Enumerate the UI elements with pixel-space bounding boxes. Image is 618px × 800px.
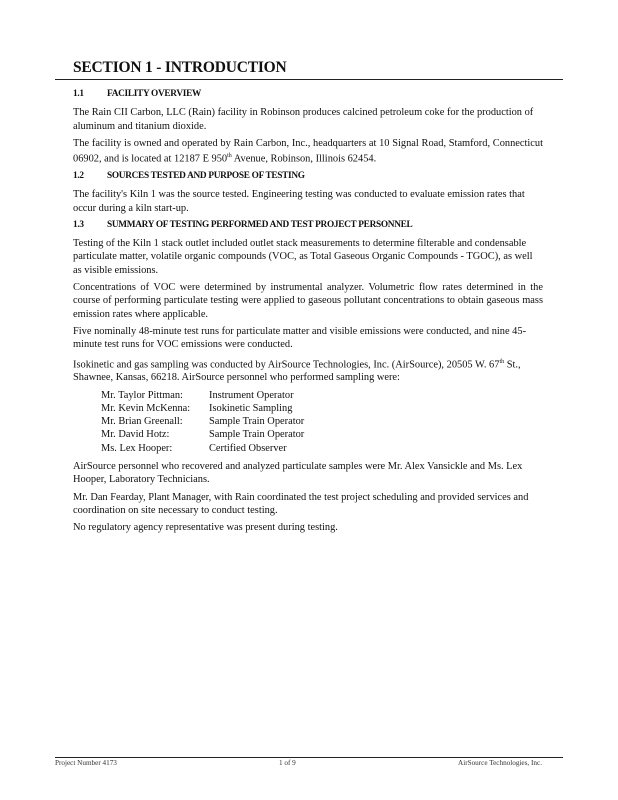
subsection-number: 1.2 (73, 170, 84, 181)
paragraph-facility-ownership (73, 137, 543, 166)
document-body (73, 86, 543, 539)
personnel-role: Isokinetic Sampling (209, 402, 293, 414)
personnel-row (101, 442, 543, 455)
personnel-row (101, 415, 543, 428)
paragraph-sampling-contractor (73, 356, 543, 385)
paragraph-testing-scope: Testing of the Kiln 1 stack outlet included outlet stack measurements to determine filterable and condensable particulate matter, volatile organic compounds (VOC, as Total Gaseous Organic Compounds - TGOC), as well as visible emissions. (73, 238, 533, 276)
text-segment: St., Shawnee, Kansas, 66218. AirSource personnel who performed sampling were: (73, 358, 521, 384)
personnel-name: Ms. Lex Hooper: (101, 442, 173, 454)
personnel-role: Instrument Operator (209, 389, 294, 401)
paragraph-facility-overview: The Rain CII Carbon, LLC (Rain) facility in Robinson produces calcined petroleum coke for the production of aluminum and titanium dioxide. (73, 107, 534, 132)
subsection-title: SOURCES TESTED AND PURPOSE OF TESTING (107, 170, 305, 181)
personnel-list (101, 389, 543, 455)
subsection-title: SUMMARY OF TESTING PERFORMED AND TEST PROJECT PERSONNEL (107, 219, 413, 230)
subsection-title: FACILITY OVERVIEW (107, 89, 202, 99)
text-segment: Avenue, Robinson, Illinois 62454. (231, 153, 377, 165)
footer-project-number: Project Number 4173 (55, 759, 117, 767)
personnel-row (101, 402, 543, 415)
personnel-name: Mr. Brian Greenall: (101, 416, 183, 428)
subsection-heading-1-3 (73, 219, 543, 232)
footer-company-name: AirSource Technologies, Inc. (458, 759, 542, 767)
footer-page-number: 1 of 9 (279, 759, 296, 767)
personnel-row (101, 428, 543, 441)
personnel-row (101, 389, 543, 402)
paragraph-lab-technicians: AirSource personnel who recovered and analyzed particulate samples were Mr. Alex Vansickle and Ms. Lex Hooper, Laboratory Technicians. (73, 461, 523, 486)
subsection-number: 1.3 (73, 219, 84, 230)
superscript: th (499, 358, 505, 365)
paragraph-sources-tested: The facility's Kiln 1 was the source tested. Engineering testing was conducted to evaluate emission rates that occur during a kiln start-up. (73, 189, 525, 214)
superscript: th (227, 153, 232, 160)
paragraph-regulatory-agency: No regulatory agency representative was present during testing. (73, 522, 338, 534)
text-segment: Isokinetic and gas sampling was conducted by AirSource Technologies, Inc. (AirSource), 20505 W. 67 (73, 358, 500, 370)
paragraph-test-runs: Five nominally 48-minute test runs for particulate matter and visible emissions were conducted, and nine 45-minute test runs for VOC emissions were conducted. (73, 325, 527, 351)
section-title: SECTION 1 - INTRODUCTION (73, 59, 287, 76)
personnel-name: Mr. Taylor Pittman: (101, 389, 183, 401)
paragraph-plant-coordination: Mr. Dan Fearday, Plant Manager, with Rain coordinated the test project scheduling and provided services and coordination on site necessary to conduct testing. (73, 491, 529, 516)
title-rule (55, 79, 563, 80)
footer-rule (55, 757, 563, 758)
personnel-name: Mr. Kevin McKenna: (101, 402, 191, 414)
subsection-heading-1-2 (73, 170, 543, 183)
personnel-name: Mr. David Hotz: (101, 429, 170, 441)
paragraph-voc-concentrations: Concentrations of VOC were determined by instrumental analyzer. Volumetric flow rates determined in the course of performing particulate testing were applied to gaseous pollutant concentrations to obtain gaseous mass emission rates where applicable. (73, 282, 543, 320)
subsection-heading-1-1 (73, 88, 543, 101)
subsection-number: 1.1 (73, 89, 84, 99)
personnel-role: Sample Train Operator (209, 429, 305, 441)
personnel-role: Certified Observer (209, 442, 287, 454)
text-segment: The facility is owned and operated by Rain Carbon, Inc., headquarters at 10 Signal Road, Stamford, Connecticut 06902, and is located at 12187 E 950 (73, 137, 543, 165)
personnel-role: Sample Train Operator (209, 416, 305, 428)
